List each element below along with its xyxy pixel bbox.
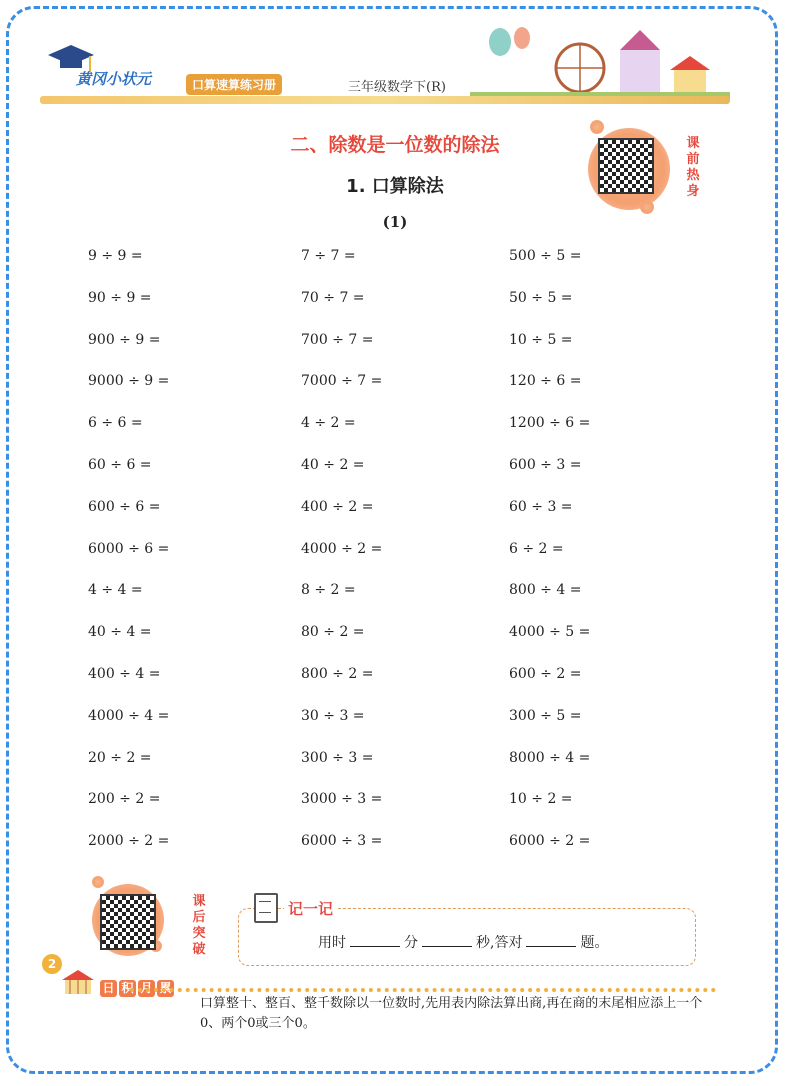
division-problem: 40 ÷ 2 = [301, 457, 365, 473]
division-problem: 90 ÷ 9 = [88, 289, 152, 306]
section-title: 1. 口算除法 [346, 176, 444, 197]
correct-blank[interactable] [526, 934, 576, 947]
tip-text: 口算整十、整百、整千数除以一位数时,先用表内除法算出商,再在商的末尾相应添上一个0、两个0或三个0。 [200, 996, 703, 1031]
division-problem: 400 ÷ 4 = [88, 666, 161, 682]
header-band [40, 96, 730, 104]
carousel-icon [60, 968, 96, 996]
division-problem: 10 ÷ 5 = [509, 331, 573, 348]
decor-dot [92, 876, 104, 888]
qr-code-breakthrough[interactable] [100, 894, 156, 950]
division-problem: 7000 ÷ 7 = [301, 373, 383, 390]
division-problem: 8000 ÷ 4 = [509, 749, 591, 766]
notepad-icon [254, 893, 278, 923]
minutes-blank[interactable] [350, 934, 400, 947]
division-problem: 600 ÷ 3 = [509, 457, 582, 473]
division-problem: 8 ÷ 2 = [301, 582, 356, 599]
division-problem: 4 ÷ 4 = [88, 582, 143, 599]
division-problem: 4 ÷ 2 = [301, 415, 356, 432]
division-problem: 70 ÷ 7 = [301, 289, 365, 306]
division-problem: 40 ÷ 4 = [88, 624, 152, 641]
division-problem: 60 ÷ 3 = [509, 498, 573, 515]
division-problem: 6000 ÷ 6 = [88, 540, 170, 557]
division-problem: 400 ÷ 2 = [301, 498, 374, 515]
riji-char: 月 [138, 980, 155, 997]
division-problem: 6 ÷ 6 = [88, 415, 143, 432]
division-problem: 800 ÷ 2 = [301, 666, 374, 682]
division-problem: 10 ÷ 2 = [509, 791, 573, 808]
page-number: 2 [42, 954, 62, 974]
division-problem: 4000 ÷ 2 = [301, 540, 383, 557]
decor-dot [590, 120, 604, 134]
division-problem: 800 ÷ 4 = [509, 582, 582, 599]
breakthrough-label: 课后突破 [192, 894, 206, 957]
division-problem: 700 ÷ 7 = [301, 331, 374, 348]
division-problem: 6000 ÷ 2 = [509, 833, 591, 850]
division-problem: 2000 ÷ 2 = [88, 833, 170, 850]
seconds-label: 秒,答对 [476, 935, 523, 951]
division-problem: 30 ÷ 3 = [301, 707, 365, 724]
division-problem: 1200 ÷ 6 = [509, 415, 591, 432]
decor-dot [640, 200, 654, 214]
questions-label: 题。 [580, 935, 609, 951]
division-problem: 6000 ÷ 3 = [301, 833, 383, 850]
division-problem: 60 ÷ 6 = [88, 457, 152, 473]
division-problem: 600 ÷ 2 = [509, 666, 582, 682]
book-title: 三年级数学下(R) [348, 80, 446, 95]
division-problem: 80 ÷ 2 = [301, 624, 365, 641]
division-problem: 4000 ÷ 4 = [88, 707, 170, 724]
riji-char: 累 [157, 980, 174, 997]
warmup-label: 课前热身 [686, 136, 700, 199]
riji-char: 积 [119, 980, 136, 997]
division-problem: 7 ÷ 7 = [301, 248, 356, 264]
division-problem: 20 ÷ 2 = [88, 749, 152, 766]
series-subtitle: 口算速算练习册 [186, 74, 282, 95]
division-problem: 500 ÷ 5 = [509, 248, 582, 264]
division-problem: 3000 ÷ 3 = [301, 791, 383, 808]
minutes-label: 分 [404, 935, 418, 951]
division-problem: 50 ÷ 5 = [509, 289, 573, 306]
division-problem: 120 ÷ 6 = [509, 373, 582, 390]
logo-text: 黄冈小状元 [76, 70, 152, 88]
dotted-divider [130, 988, 716, 992]
division-problem: 9 ÷ 9 = [88, 248, 143, 264]
riji-char: 日 [100, 980, 117, 997]
record-line [318, 932, 608, 952]
division-problem: 4000 ÷ 5 = [509, 624, 591, 641]
division-problem: 200 ÷ 2 = [88, 791, 161, 808]
division-problem: 6 ÷ 2 = [509, 540, 564, 557]
seconds-blank[interactable] [422, 934, 472, 947]
part-title: (1) [382, 213, 408, 231]
amusement-park-illustration-icon [470, 20, 730, 100]
division-problem: 300 ÷ 3 = [301, 749, 374, 766]
division-problem: 900 ÷ 9 = [88, 331, 161, 348]
division-problem: 9000 ÷ 9 = [88, 373, 170, 390]
record-title: 记一记 [284, 898, 337, 919]
qr-code-warmup[interactable] [598, 138, 654, 194]
time-label: 用时 [318, 935, 346, 951]
division-problem: 600 ÷ 6 = [88, 498, 161, 515]
header [40, 20, 730, 106]
division-problem: 300 ÷ 5 = [509, 707, 582, 724]
chapter-title: 二、除数是一位数的除法 [290, 134, 500, 156]
